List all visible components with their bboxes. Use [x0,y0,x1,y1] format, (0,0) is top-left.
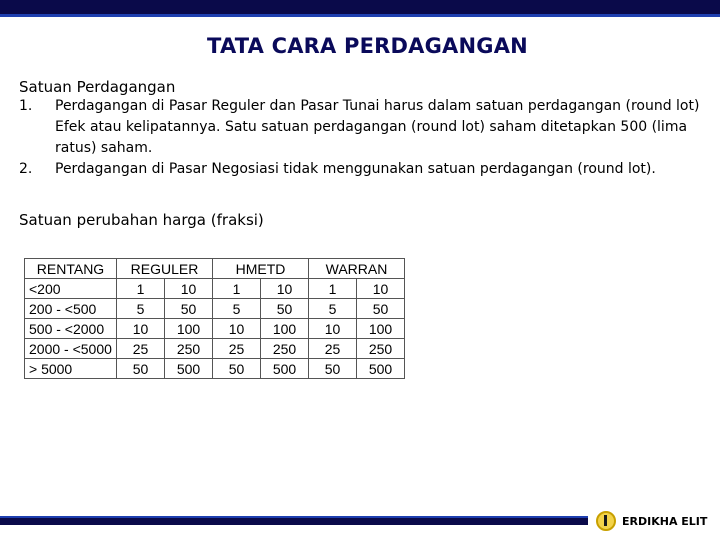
section-heading-fraksi: Satuan perubahan harga (fraksi) [19,211,264,229]
table-cell-value: 10 [117,319,165,339]
brand-name: ERDIKHA ELIT [622,514,708,528]
table-cell-value: 500 [357,359,405,379]
table-cell-value: 250 [165,339,213,359]
fraksi-table-wrapper [24,258,405,379]
table-cell-value: 10 [213,319,261,339]
table-cell-value: 50 [309,359,357,379]
table-cell-value: 50 [165,299,213,319]
table-cell-range: <200 [25,279,117,299]
table-cell-value: 5 [117,299,165,319]
table-cell-value: 100 [261,319,309,339]
header-hmetd: HMETD [213,259,309,279]
table-cell-value: 10 [261,279,309,299]
page-title: TATA CARA PERDAGANGAN [207,34,528,58]
table-cell-value: 1 [117,279,165,299]
table-body [25,279,405,379]
table-cell-value: 10 [309,319,357,339]
list-item [19,96,709,159]
table-cell-value: 5 [309,299,357,319]
table-cell-value: 50 [357,299,405,319]
table-cell-value: 500 [261,359,309,379]
table-cell-value: 100 [165,319,213,339]
table-cell-value: 50 [117,359,165,379]
table-cell-range: 2000 - <5000 [25,339,117,359]
list-item-number: 1. [19,98,33,114]
table-cell-value: 25 [309,339,357,359]
section-heading-satuan-perdagangan: Satuan Perdagangan [19,78,176,96]
list-item-text: Perdagangan di Pasar Negosiasi tidak menggunakan satuan perdagangan (round lot). [55,161,656,177]
table-row [25,319,405,339]
table-cell-range: 500 - <2000 [25,319,117,339]
rules-list [19,96,709,180]
table-header-row [25,259,405,279]
table-cell-value: 1 [213,279,261,299]
fraksi-table [24,258,405,379]
brand-footer [596,510,707,532]
list-item-text: Perdagangan di Pasar Reguler dan Pasar Tunai harus dalam satuan perdagangan (round lot) Efek atau kelipatannya. Satu satuan perdagangan (round lot) saham ditetapkan 500 (lima ratus) saham. [55,98,700,156]
table-row [25,279,405,299]
erdikha-logo-icon [596,511,616,531]
table-row [25,299,405,319]
bottom-bar [0,516,588,525]
table-cell-range: > 5000 [25,359,117,379]
table-row [25,359,405,379]
table-cell-value: 250 [357,339,405,359]
header-reguler: REGULER [117,259,213,279]
header-warran: WARRAN [309,259,405,279]
table-cell-value: 50 [213,359,261,379]
top-bar [0,0,720,17]
table-cell-value: 25 [117,339,165,359]
table-cell-value: 50 [261,299,309,319]
table-cell-range: 200 - <500 [25,299,117,319]
list-item [19,159,709,180]
table-cell-value: 10 [165,279,213,299]
table-cell-value: 10 [357,279,405,299]
table-cell-value: 500 [165,359,213,379]
list-item-number: 2. [19,161,33,177]
table-cell-value: 100 [357,319,405,339]
header-rentang: RENTANG [25,259,117,279]
table-cell-value: 1 [309,279,357,299]
table-cell-value: 250 [261,339,309,359]
table-cell-value: 25 [213,339,261,359]
table-cell-value: 5 [213,299,261,319]
table-row [25,339,405,359]
